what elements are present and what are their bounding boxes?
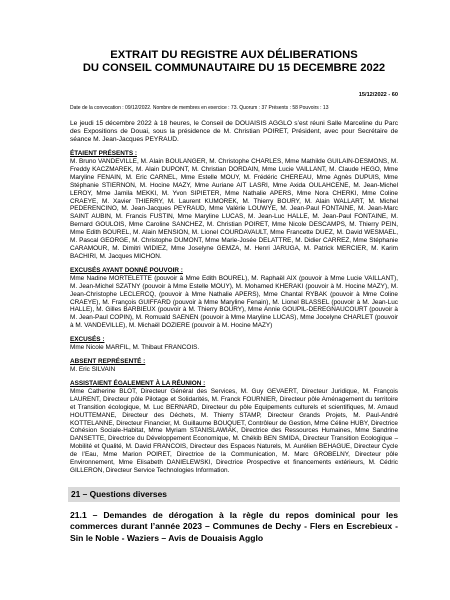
document-title-line-1: EXTRAIT DU REGISTRE AUX DÉLIBERATIONS xyxy=(110,49,358,61)
assistaient-heading: ASSISTAIENT ÉGALEMENT À LA RÉUNION : xyxy=(70,379,206,387)
excuses-list: Mme Nicole MARFIL, M. Thibaut FRANCOIS. xyxy=(70,344,200,352)
section-bar: 21 – Questions diverses xyxy=(68,487,400,502)
document-title-line-2: DU CONSEIL COMMUNAUTAIRE DU 15 DECEMBRE 2022 xyxy=(82,62,386,74)
presents-heading: ÉTAIENT PRÉSENTS : xyxy=(70,150,137,157)
absent-heading: ABSENT REPRÉSENTÉ : xyxy=(70,358,146,366)
convocation-meta: Date de la convocation : 09/12/2022. Nombre de membres en exercice : 73. Quorum : 37 Présents : 58 Pouvoirs : 13 xyxy=(70,105,329,111)
assistaient-list: Mme Catherine BLOT, Directeur Général des Services, M. Guy GEVAERT, Directeur Juridique, M. François LAURENT, Directeur pôle Pilotage et Solidarités, M. Franck FOURNIER, Directeur pôle Aménagement du territoire et Transition écologique, M. Luc BERNARD, Directeur du pôle Equipements culturels et scientifiques, M. Arnaud HOUTTEMANE, Directeur des Déchets, M. Thierry STAMP, Directeur Grands Projets, M. Paul-André KOTTELANNE, Directeur Financier, M. Guillaume BOUQUET, Contrôleur de Gestion, Mme Céline HUBY, Directrice Cohésion Sociale-Habitat, Mme Myriam STANISLAWIAK, Directrice des Ressources Humaines, Mme Sandrine DANSETTE, Directrice du Développement Economique, M. Chékib BEN SMIDA, Directeur Transition Ecologique – Mobilité et Qualité, M. David FRANCOIS, Directeur des Espaces Naturels, M. Aurélien BEHAGUE, Directeur Cycle de l’Eau, Mme Marion POIRET, Directrice de la Communication, M. Marc GROBELNY, Directeur pôle Environnement, Mme Elisabeth DANIELEWSKI, Directrice Prospective et financements extérieurs, M. Cédric GILLERON, Directeur Service Technologies Information. xyxy=(70,387,398,474)
question-title: 21.1 – Demandes de dérogation à la règle du repos dominical pour les commerces durant l’année 2023 – Communes de Dechy - Flers en Escrebieux - Sin le Noble - Waziers – Avis de Douaisis Agglo xyxy=(70,509,398,543)
excuses-pouvoir-list: Mme Nadine MORTELETTE (pouvoir à Mme Edith BOUREL), M. Raphaël AIX (pouvoir à Mme Lucie VAILLANT), M. Jean-Michel SZATNY (pouvoir à Mme Estelle MOUY), M. Mohamed KHERAKI (pouvoir à M. Hocine MAZY), M. Jean-Christophe LECLERCQ, (pouvoir à Mme Nathalie APERS), Mme Chantal RYBAK (pouvoir à Mme Coline CRAEYE), M. François GUIFFARD (pouvoir à Mme Maryline Fenain), M. Lionel BLASSEL (pouvoir à M. Jean-Luc HALLE), M. Gilles BARBIEUX (pouvoir à M. Thierry BOURY), Mme Annie GOUPIL-DEREGNAUCOURT (pouvoir à M. Jean-Paul COPIN), M. Romuald SAENEN (pouvoir à Mme Maryline LUCAS), Mme Jocelyne CHARLET (pouvoir à M. VANDEVILLE), M. Michaël DOZIERE (pouvoir à M. Hocine MAZY) xyxy=(70,274,398,330)
presents-list: M. Bruno VANDEVILLE, M. Alain BOULANGER, M. Christophe CHARLES, Mme Mathilde GUILAIN-DESMONS, M. Freddy KACZMAREK, M. Alain DUPONT, M. Christian DORDAIN, Mme Lucie VAILLANT, M. Claude HEGO, Mme Maryline FENAIN, M. Eric CARNEL, Mme Estelle MOUY, M. Frédéric CHEREAU, Mme Agnès DUPUIS, Mme Stéphanie STIERNON, M. Hocine MAZY, Mme Auriane AIT LASRI, Mme Axida OULAHCENE, M. Jean-Michel LEROY, Mme Jamila MEKKI, M. Yvon SIPIETER, Mme Nathalie APERS, Mme Nora CHERKI, Mme Coline CRAEYE, M. Xavier THIERRY, M. Laurent KUMOREK, M. Thierry BOURY, M. Alain WALLART, M. Michel PEDERENCINO, M. Jean-Jacques PEYRAUD, Mme Valérie LOUWYE, M. Jean-Paul FONTAINE, M. Jean-Marc SAINT AUBIN, M. Francis FUSTIN, Mme Maryline LUCAS, M. Jean-Luc HALLE, M. Jean-Paul FONTAINE, M. Bernard GOULOIS, Mme Caroline SANCHEZ, M. Christian POIRET, Mme Nicole DESCAMPS, M. Thierry PEIN, Mme Edith BOUREL, M. Alain MENSION, M. Lionel COURDAVAULT, Mme Francette DUEZ, M. David WESMAEL, M. Pascal GEORGE, M. Christophe DUMONT, Mme Marie-Josée DELATTRE, M. Didier CARREZ, Mme Stéphanie CARAMOUR, M. Dimitri WIDIEZ, Mme Joselyne GEMZA, M. Henri JARUGA, M. Patrick MERCIER, M. Karim BACHIRI, M. Jacques MICHON. xyxy=(70,158,398,260)
deliberation-reference: 15/12/2022 - 60 xyxy=(358,92,398,98)
intro-paragraph: Le jeudi 15 décembre 2022 à 18 heures, le Conseil de DOUAISIS AGGLO s’est réuni Salle Marceline du Parc des Expositions de Douai, sous la présidence de M. Christian POIRET, Président, avec pour Secrétaire de séance M. Jean-Jacques PEYRAUD. xyxy=(70,120,398,143)
excuses-pouvoir-heading: EXCUSÉS AYANT DONNÉ POUVOIR : xyxy=(70,266,183,274)
absent-list: M. Eric SILVAIN xyxy=(70,366,116,374)
excuses-heading: EXCUSÉS : xyxy=(70,336,105,344)
